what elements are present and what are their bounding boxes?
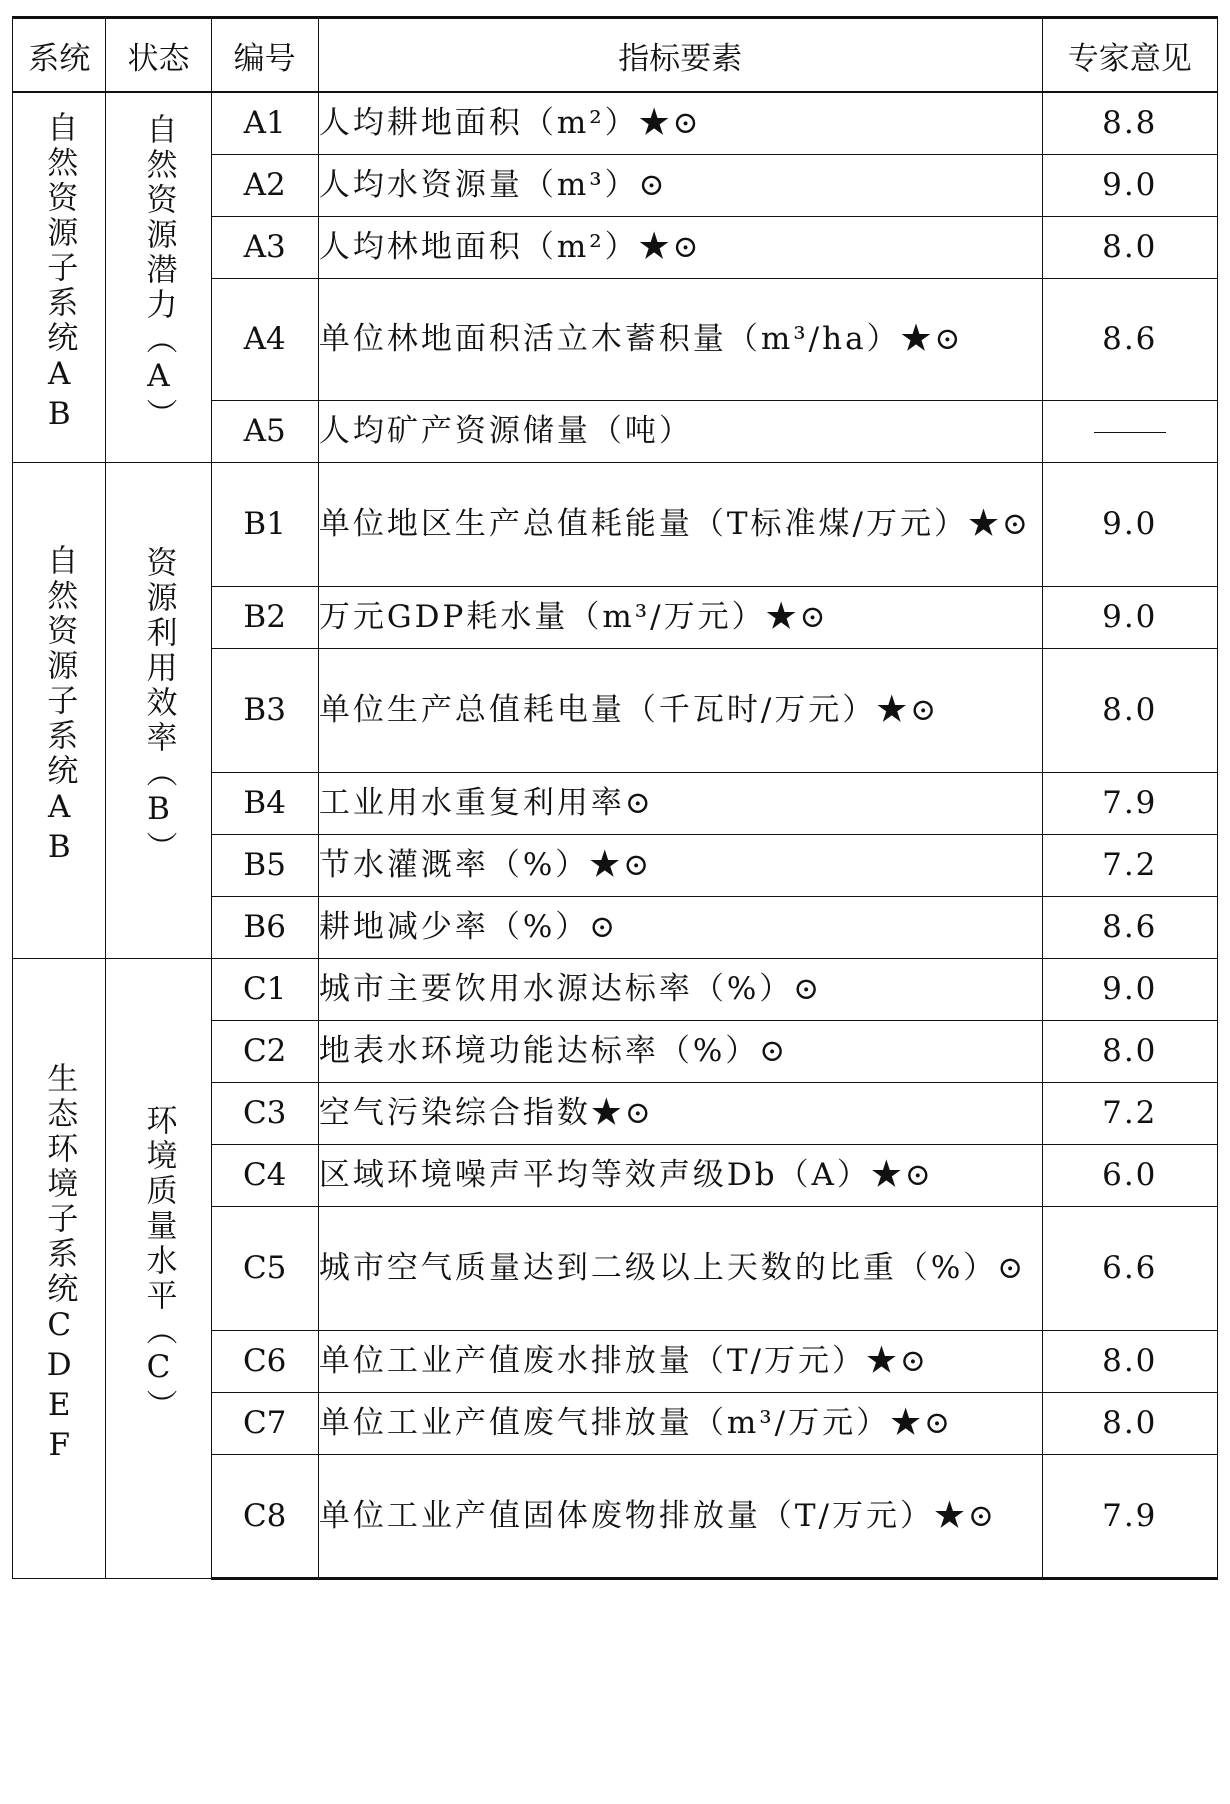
state-label: 资源利用效率（B） [140,546,177,866]
code-cell: A4 [211,278,318,400]
state-label: 自然资源潜力（A） [140,113,177,434]
indicator-cell: 单位工业产值废气排放量（m³/万元）★⊙ [318,1392,1042,1454]
opinion-cell: 9.0 [1042,154,1217,216]
opinion-cell: 9.0 [1042,958,1217,1020]
code-cell: C1 [211,958,318,1020]
system-label: 生态环境子系统CDEF [41,1061,78,1467]
opinion-cell: 6.0 [1042,1144,1217,1206]
indicator-cell: 空气污染综合指数★⊙ [318,1082,1042,1144]
table-header [13,18,1218,93]
indicator-cell: 人均耕地面积（m²）★⊙ [318,92,1042,154]
code-cell: A5 [211,400,318,462]
state-cell [106,92,211,462]
opinion-cell: 7.2 [1042,834,1217,896]
code-cell: C3 [211,1082,318,1144]
opinion-cell: 8.6 [1042,278,1217,400]
code-cell: A2 [211,154,318,216]
code-cell: A3 [211,216,318,278]
indicator-cell: 单位工业产值废水排放量（T/万元）★⊙ [318,1330,1042,1392]
indicator-cell: 节水灌溉率（%）★⊙ [318,834,1042,896]
indicator-cell: 城市空气质量达到二级以上天数的比重（%）⊙ [318,1206,1042,1330]
opinion-cell: 8.8 [1042,92,1217,154]
code-cell: B2 [211,586,318,648]
system-label: 自然资源子系统AB [41,543,78,869]
indicator-cell: 人均水资源量（m³）⊙ [318,154,1042,216]
code-cell: C2 [211,1020,318,1082]
indicator-cell: 单位地区生产总值耗能量（T标准煤/万元）★⊙ [318,462,1042,586]
header-opinion: 专家意见 [1042,18,1217,93]
opinion-cell: 9.0 [1042,462,1217,586]
opinion-cell: 6.6 [1042,1206,1217,1330]
indicator-cell: 人均林地面积（m²）★⊙ [318,216,1042,278]
table-body [13,92,1218,1578]
system-label: 自然资源子系统AB [41,110,78,436]
indicator-cell: 城市主要饮用水源达标率（%）⊙ [318,958,1042,1020]
code-cell: B1 [211,462,318,586]
opinion-cell: 9.0 [1042,586,1217,648]
opinion-cell: 8.0 [1042,216,1217,278]
system-cell [13,462,106,958]
indicator-cell: 区域环境噪声平均等效声级Db（A）★⊙ [318,1144,1042,1206]
table-row [13,92,1218,154]
table-row [13,462,1218,586]
opinion-cell: 8.0 [1042,1330,1217,1392]
indicator-cell: 工业用水重复利用率⊙ [318,772,1042,834]
header-indicator: 指标要素 [318,18,1042,93]
indicator-cell: 单位生产总值耗电量（千瓦时/万元）★⊙ [318,648,1042,772]
code-cell: A1 [211,92,318,154]
opinion-cell: 8.0 [1042,1020,1217,1082]
header-system: 系统 [13,18,106,93]
header-code: 编号 [211,18,318,93]
state-cell [106,462,211,958]
indicator-cell: 地表水环境功能达标率（%）⊙ [318,1020,1042,1082]
code-cell: C4 [211,1144,318,1206]
table-row [13,958,1218,1020]
code-cell: B3 [211,648,318,772]
opinion-cell: 7.9 [1042,1454,1217,1578]
system-cell [13,92,106,462]
code-cell: C6 [211,1330,318,1392]
indicator-table [12,16,1218,1580]
empty-dash [1094,432,1166,433]
state-cell [106,958,211,1578]
state-label: 环境质量水平（C） [140,1104,177,1424]
code-cell: C5 [211,1206,318,1330]
opinion-cell [1042,400,1217,462]
opinion-cell: 8.0 [1042,648,1217,772]
indicator-cell: 人均矿产资源储量（吨） [318,400,1042,462]
code-cell: C8 [211,1454,318,1578]
header-state: 状态 [106,18,211,93]
code-cell: B4 [211,772,318,834]
system-cell [13,958,106,1578]
code-cell: B6 [211,896,318,958]
opinion-cell: 7.2 [1042,1082,1217,1144]
code-cell: C7 [211,1392,318,1454]
indicator-cell: 万元GDP耗水量（m³/万元）★⊙ [318,586,1042,648]
opinion-cell: 7.9 [1042,772,1217,834]
opinion-cell: 8.6 [1042,896,1217,958]
code-cell: B5 [211,834,318,896]
opinion-cell: 8.0 [1042,1392,1217,1454]
indicator-cell: 耕地减少率（%）⊙ [318,896,1042,958]
indicator-cell: 单位林地面积活立木蓄积量（m³/ha）★⊙ [318,278,1042,400]
indicator-cell: 单位工业产值固体废物排放量（T/万元）★⊙ [318,1454,1042,1578]
